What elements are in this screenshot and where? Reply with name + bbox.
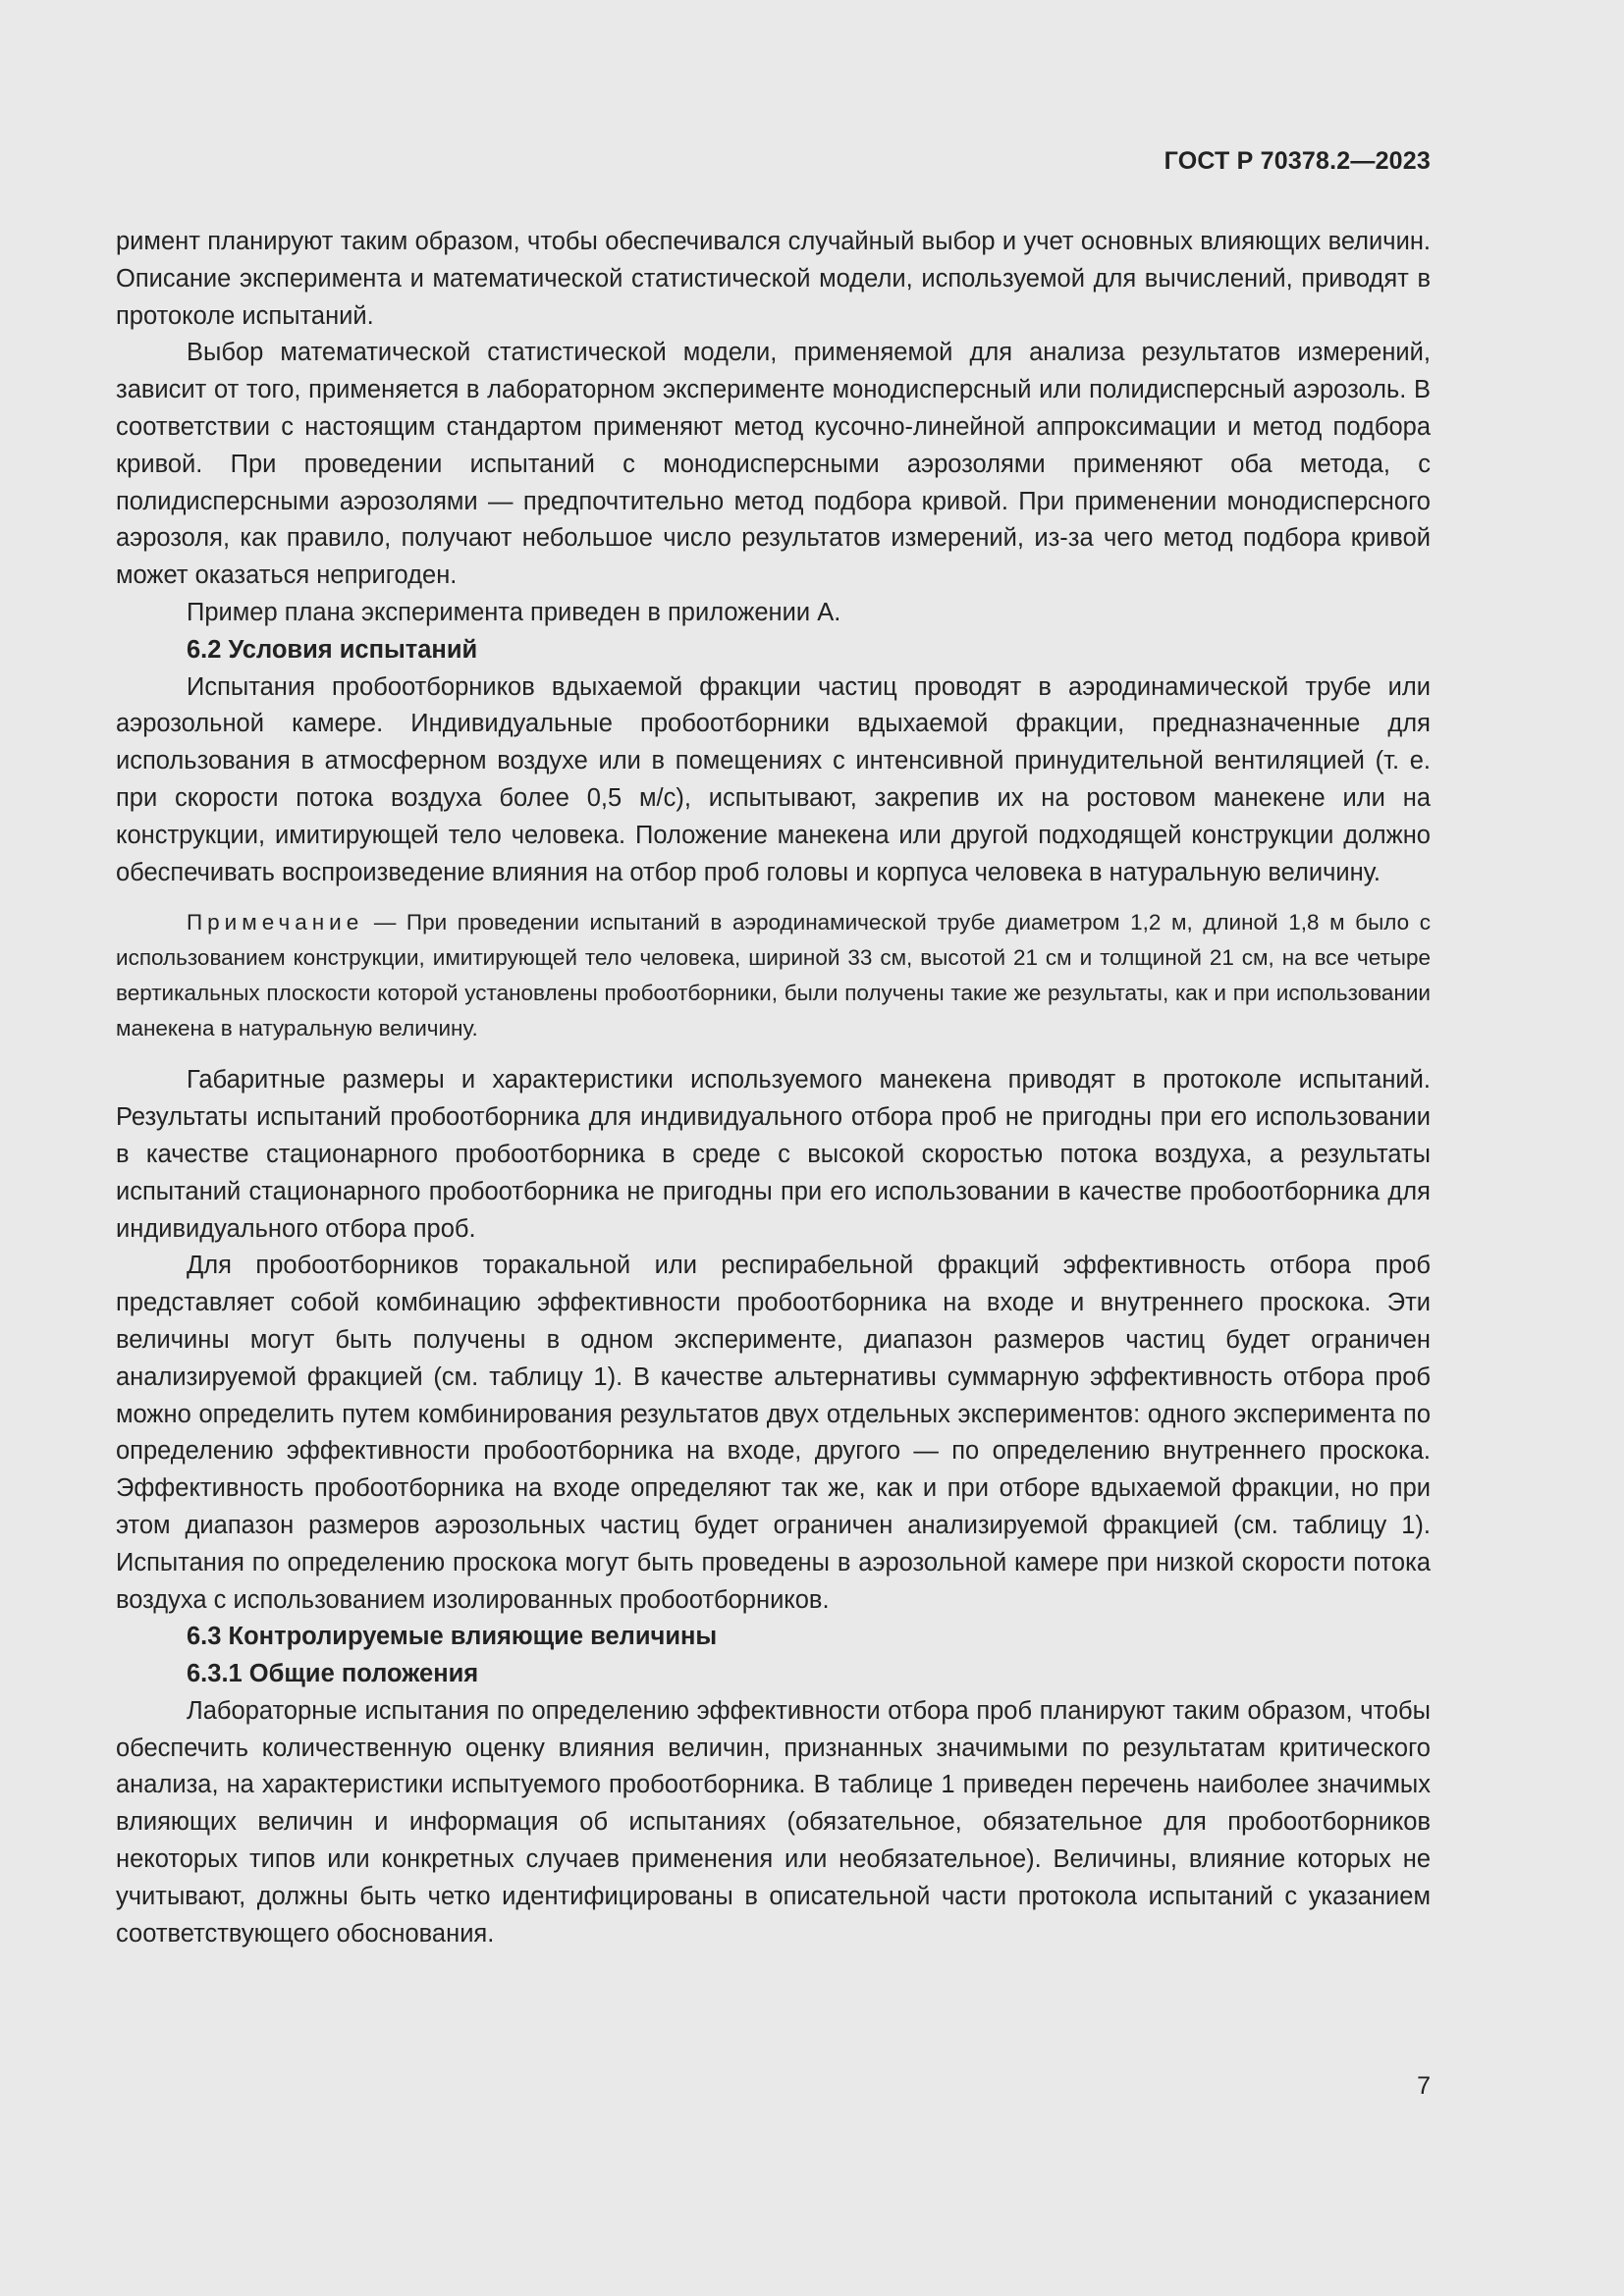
section-heading-6-2: 6.2 Условия испытаний xyxy=(187,635,478,664)
paragraph: Для пробоотборников торакальной или респирабельной фракций эффективность отбора проб представляет собой комбинацию эффективности пробоотборника на входе и внутреннего проскока. Эти величины могут быть получены в одном эксперименте, диапазон размеров частиц будет ограничен анализируемой фракцией (см. таблицу 1). В качестве альтернативы суммарную эффективность отбора проб можно определить путем комбинирования результатов двух отдельных экспериментов: одного эксперимента по определению эффективности пробоотборника на входе, другого — по определению внутреннего проскока. Эффективность пробоотборника на входе определяют так же, как и при отборе вдыхаемой фракции, но при этом диапазон размеров аэрозольных частиц будет ограничен анализируемой фракцией (см. таблицу 1). Испытания по определению проскока могут быть проведены в аэрозольной камере при низкой скорости потока воздуха с использованием изолированных пробоотборников. xyxy=(116,1252,1431,1614)
paragraph: Пример плана эксперимента приведен в приложении А. xyxy=(187,598,841,626)
paragraph: Габаритные размеры и характеристики используемого манекена приводят в протоколе испытаний. Результаты испытаний пробоотборника для индивидуального отбора проб не пригодны при его использовании в качестве стационарного пробоотборника в среде с высокой скоростью потока воздуха, а результаты испытаний стационарного пробоотборника не пригодны при его использовании в качестве пробоотборника для индивидуального отбора проб. xyxy=(116,1066,1431,1243)
section-heading-6-3: 6.3 Контролируемые влияющие величины xyxy=(187,1623,718,1651)
note xyxy=(116,905,1431,1046)
note-label: Примечание xyxy=(187,910,364,935)
paragraph: Выбор математической статистической модели, применяемой для анализа результатов измерений, зависит от того, применяется в лабораторном эксперименте монодисперсный или полидисперсный аэрозоль. В соответствии с настоящим стандартом применяют метод кусочно-линейной аппроксимации и метод подбора кривой. При проведении испытаний с монодисперсными аэрозолями применяют оба метода, с полидисперсными аэрозолями — предпочтительно метод подбора кривой. При применении монодисперсного аэрозоля, как правило, получают небольшое число результатов измерений, из-за чего метод подбора кривой может оказаться непригоден. xyxy=(116,339,1431,590)
page-number: 7 xyxy=(1417,2072,1431,2100)
paragraph: Лабораторные испытания по определению эффективности отбора проб планируют таким образом, чтобы обеспечить количественную оценку влияния величин, признанных значимыми по результатам критического анализа, на характеристики испытуемого пробоотборника. В таблице 1 приведен перечень наиболее значимых влияющих величин и информация об испытаниях (обязательное, обязательное для пробоотборников некоторых типов или конкретных случаев применения или необязательное). Величины, влияние которых не учитывают, должны быть четко идентифицированы в описательной части протокола испытаний с указанием соответствующего обоснования. xyxy=(116,1696,1431,1948)
document-id: ГОСТ Р 70378.2—2023 xyxy=(1164,147,1431,175)
note-text: — При проведении испытаний в аэродинамической трубе диаметром 1,2 м, длиной 1,8 м было с использованием конструкции, имитирующей тело человека, шириной 33 см, высотой 21 см и толщиной 21 см, на все четыре вертикальных плоскости которой установлены пробоотборники, были получены такие же результаты, как и при использовании манекена в натуральную величину. xyxy=(116,910,1431,1041)
document-body xyxy=(116,224,1431,1952)
paragraph: римент планируют таким образом, чтобы обеспечивался случайный выбор и учет основных влияющих величин. Описание эксперимента и математической статистической модели, используемой для вычислений, приводят в протоколе испытаний. xyxy=(116,228,1431,330)
paragraph: Испытания пробоотборников вдыхаемой фракции частиц проводят в аэродинамической трубе или аэрозольной камере. Индивидуальные пробоотборники вдыхаемой фракции, предназначенные для использования в атмосферном воздухе или в помещениях с интенсивной принудительной вентиляцией (т. е. при скорости потока воздуха более 0,5 м/с), испытывают, закрепив их на ростовом манекене или на конструкции, имитирующей тело человека. Положение манекена или другой подходящей конструкции должно обеспечивать воспроизведение влияния на отбор проб головы и корпуса человека в натуральную величину. xyxy=(116,672,1431,886)
section-heading-6-3-1: 6.3.1 Общие положения xyxy=(187,1660,479,1688)
